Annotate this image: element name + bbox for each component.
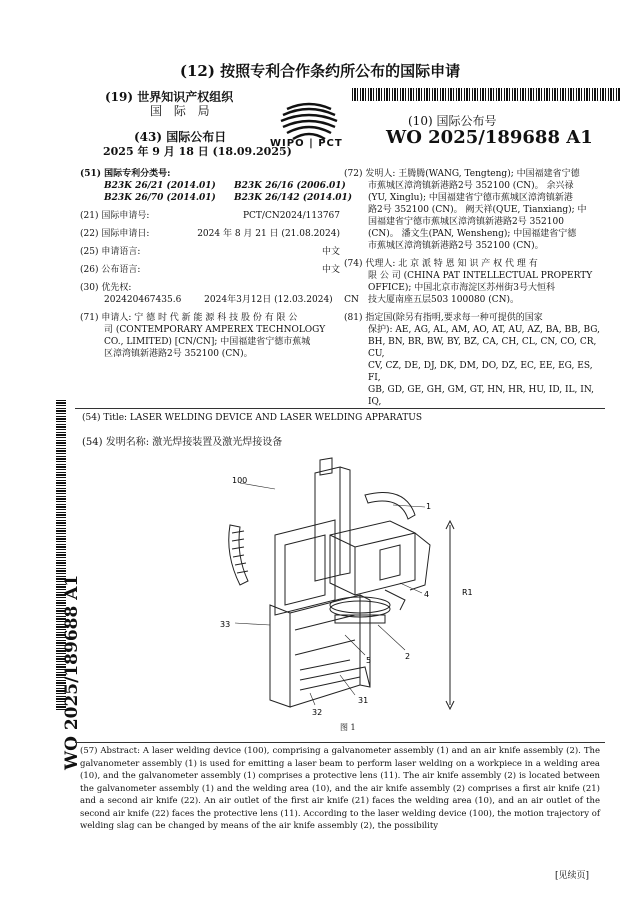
states-line: GB, GD, GE, GH, GM, GT, HN, HR, HU, ID, IL, IN, IQ,	[368, 385, 594, 407]
pubdate: 2025 年 9 月 18 日 (18.09.2025)	[103, 145, 292, 158]
ref-R1: R1	[462, 588, 473, 597]
barcode-image	[352, 88, 620, 101]
applicant-line: (71) 申请人: 宁 德 时 代 新 能 源 科 技 股 份 有 限 公	[80, 313, 298, 323]
filing-date-label: (22) 国际申请日:	[80, 229, 150, 239]
app-no-label: (21) 国际申请号:	[80, 211, 150, 221]
agent-line: (74) 代理人: 北 京 派 特 恩 知 识 产 权 代 理 有	[344, 259, 538, 269]
ipc-code: B23K 26/142 (2014.01)	[234, 193, 353, 203]
states-line: 保护): AE, AG, AL, AM, AO, AT, AU, AZ, BA, BB, BG,	[368, 325, 600, 335]
pubdate-label: (43) 国际公布日	[134, 130, 227, 144]
org-name: (19) 世界知识产权组织	[105, 90, 234, 104]
ref-2: 2	[405, 652, 411, 661]
priority-value: 202420467435.6 2024年3月12日 (12.03.2024) CN	[104, 295, 359, 305]
title-en: (54) Title: LASER WELDING DEVICE AND LASER WELDING APPARATUS	[82, 413, 423, 423]
ref-5: 5	[366, 656, 372, 665]
ref-33: 33	[220, 620, 231, 629]
inventor-line: (72) 发明人: 王腾腾(WANG, Tengteng); 中国福建省宁德	[344, 169, 580, 179]
agent-line: OFFICE); 中国北京市海淀区苏州街3号大恒科	[368, 283, 556, 293]
inventor-line: 市蕉城区漳湾镇新港路2号 352100 (CN)。	[368, 241, 544, 251]
pub-lang: 中文	[321, 265, 340, 275]
inventor-line: (CN)。 潘文生(PAN, Wensheng); 中国福建省宁德	[368, 229, 577, 239]
inventor-line: (YU, Xinglu); 中国福建省宁德市蕉城区漳湾镇新港	[368, 193, 573, 203]
applicant-line: 区漳湾镇新港路2号 352100 (CN)。	[104, 349, 253, 359]
ipc-code: B23K 26/16 (2006.01)	[234, 181, 346, 191]
divider	[75, 742, 605, 743]
states-line: (81) 指定国(除另有指明,要求每一种可提供的国家	[344, 313, 543, 323]
inventor-line: 市蕉城区漳湾镇新港路2号 352100 (CN)。 余兴禄	[368, 181, 574, 191]
applicant-line: CO., LIMITED) [CN/CN]; 中国福建省宁德市蕉城	[104, 337, 311, 347]
filing-lang: 中文	[321, 247, 340, 257]
filing-lang-label: (25) 申请语言:	[80, 247, 141, 257]
applicant-line: 司 (CONTEMPORARY AMPEREX TECHNOLOGY	[104, 325, 326, 335]
figure-drawing	[200, 455, 500, 717]
side-publication-number: WO 2025/189688 A1	[62, 574, 82, 770]
continued-label: [见续页]	[555, 871, 590, 881]
ipc-label: (51) 国际专利分类号:	[80, 169, 171, 179]
publication-number: WO 2025/189688 A1	[386, 127, 593, 148]
org-bureau: 国 际 局	[150, 104, 214, 118]
pub-lang-label: (26) 公布语言:	[80, 265, 141, 275]
wipo-text: WIPO | PCT	[270, 138, 343, 149]
ref-4: 4	[424, 590, 430, 599]
figure-label: 图 1	[340, 723, 356, 732]
left-column	[80, 168, 359, 360]
inventor-line: 国福建省宁德市蕉城区漳湾镇新港路2号 352100	[368, 217, 564, 227]
inventor-line: 路2号 352100 (CN)。 阙天祥(QUE, Tianxiang); 中	[368, 205, 587, 215]
ref-32: 32	[312, 708, 323, 717]
abstract: (57) Abstract: A laser welding device (100), comprising a galvanometer assembly (1) and an air knife assembly (2). The galvanometer assembly (1) is used for emitting a laser beam to perform laser welding on a workpiece in a welding area (10), and the galvanometer assembly (1) comprises a protective lens (11). The air knife assembly (2) is located between the galvanometer assembly (1) and the welding area (10), and the air knife assembly (2) comprises a first air knife (21) and a second air knife (22). An air outlet of the first air knife (21) faces the welding area (10), and an air outlet of the second air knife (22) faces the protective lens (11). According to the laser welding device (100), the motion trajectory of welding slag can be changed by means of the air knife assembly (2), the possibility	[80, 746, 600, 831]
ref-1: 1	[426, 502, 432, 511]
document-title: (12) 按照专利合作条约所公布的国际申请	[179, 62, 461, 80]
filing-date: 2024 年 8 月 21 日 (21.08.2024)	[197, 229, 340, 239]
ipc-code: B23K 26/70 (2014.01)	[104, 193, 216, 203]
pubno-label: (10) 国际公布号	[408, 114, 497, 128]
states-line: CV, CZ, DE, DJ, DK, DM, DO, DZ, EC, EE, EG, ES, FI,	[368, 361, 593, 383]
ipc-code: B23K 26/21 (2014.01)	[104, 181, 216, 191]
ref-100: 100	[232, 476, 248, 485]
title-cn: (54) 发明名称: 激光焊接装置及激光焊接设备	[82, 437, 283, 448]
app-no: PCT/CN2024/113767	[242, 211, 340, 221]
divider	[75, 408, 605, 409]
priority-label: (30) 优先权:	[80, 283, 132, 293]
right-column	[344, 168, 602, 408]
agent-line: 技大厦南座五层503 100080 (CN)。	[368, 295, 520, 305]
states-line: BH, BN, BR, BW, BY, BZ, CA, CH, CL, CN, CO, CR, CU,	[368, 337, 597, 359]
agent-line: 限 公 司 (CHINA PAT INTELLECTUAL PROPERTY	[368, 271, 593, 281]
ref-31: 31	[358, 696, 369, 705]
